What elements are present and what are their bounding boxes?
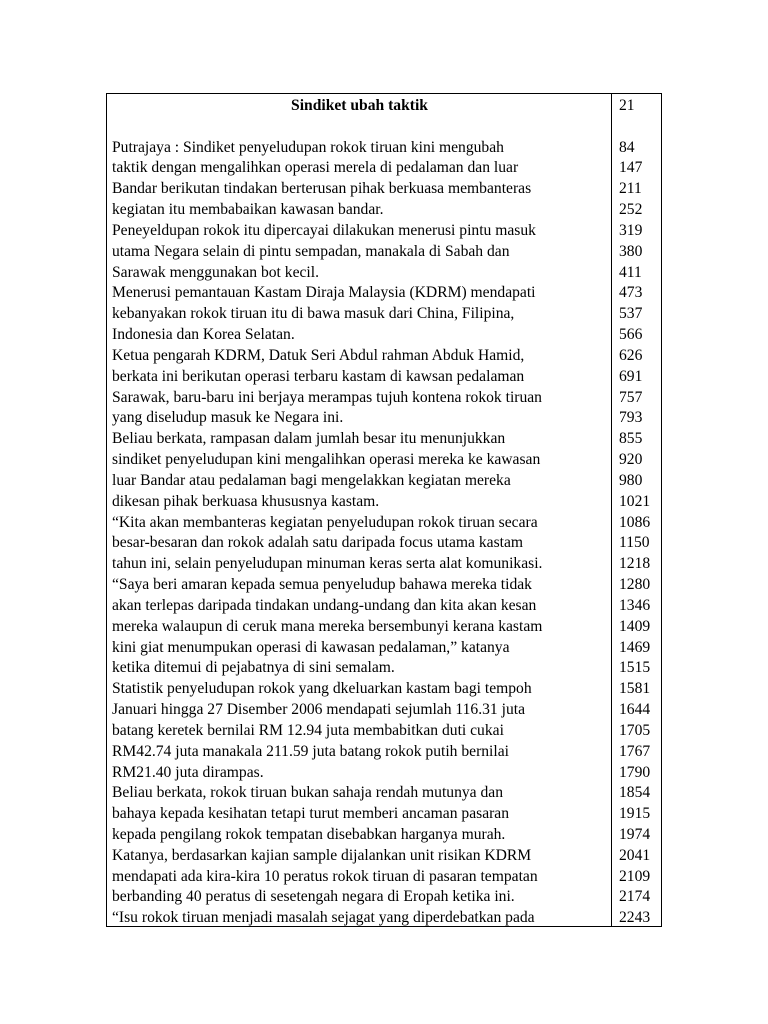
article-line: Sarawak, baru-baru ini berjaya merampas tujuh kontena rokok tiruan [112,388,542,406]
article-line: luar Bandar atau pedalaman bagi mengelakkan kegiatan mereka [112,471,511,489]
line-count-number: 1280 [619,576,651,594]
article-line: Indonesia dan Korea Selatan. [112,326,295,344]
line-count-number: 473 [619,284,643,302]
article-line: Menerusi pemantauan Kastam Diraja Malaysia (KDRM) mendapati [112,284,536,302]
line-count-number: 757 [619,388,643,406]
line-count-number: 1790 [619,763,651,781]
article-line: berkata ini berikutan operasi terbaru kastam di kawsan pedalaman [112,367,525,385]
line-count-number: 380 [619,242,643,260]
article-line: ketika ditemui di pejabatnya di sini semalam. [112,659,395,677]
line-count-number: 1854 [619,784,651,802]
document-table [106,93,662,927]
line-count-number: 537 [619,305,643,323]
character-count-column [612,94,661,926]
line-count-number: 1346 [619,596,651,614]
article-line: “Isu rokok tiruan menjadi masalah sejagat yang diperdebatkan pada [112,909,535,926]
article-line: berbanding 40 peratus di sesetengah negara di Eropah ketika ini. [112,888,515,906]
line-count-number: 1218 [619,555,651,573]
article-line: RM42.74 juta manakala 211.59 juta batang rokok putih bernilai [112,742,509,760]
article-line: besar-besaran dan rokok adalah satu daripada focus utama kastam [112,534,524,552]
line-count-number: 1644 [619,701,651,719]
line-count-number: 1915 [619,805,651,823]
line-count-number: 21 [619,97,635,114]
article-line: RM21.40 juta dirampas. [112,763,264,781]
line-count-number: 1409 [619,617,651,635]
article-line: kegiatan itu membabaikan kawasan bandar. [112,201,384,219]
line-count-number: 1767 [619,742,651,760]
article-line: dikesan pihak berkuasa khususnya kastam. [112,492,380,510]
article-line: kini giat menumpukan operasi di kawasan pedalaman,” katanya [112,638,510,656]
line-count-number: 211 [619,180,642,198]
article-line: utama Negara selain di pintu sempadan, manakala di Sabah dan [112,242,510,260]
article-line: Putrajaya : Sindiket penyeludupan rokok tiruan kini mengubah [112,138,504,156]
line-count-number: 2243 [619,909,651,926]
line-count-number: 411 [619,263,642,281]
article-line: Ketua pengarah KDRM, Datuk Seri Abdul rahman Abduk Hamid, [112,346,525,364]
line-count-number: 319 [619,221,643,239]
article-line: sindiket penyeludupan kini mengalihkan operasi mereka ke kawasan [112,451,541,469]
line-count-number: 84 [619,138,635,156]
line-count-number: 626 [619,346,643,364]
line-count-number: 566 [619,326,643,344]
article-line: batang keretek bernilai RM 12.94 juta membabitkan duti cukai [112,721,504,739]
article-line: mendapati ada kira-kira 10 peratus rokok tiruan di pasaran tempatan [112,867,538,885]
article-text-column [107,94,612,926]
article-line: kepada pengilang rokok tempatan disebabkan harganya murah. [112,825,506,843]
article-line: Bandar berikutan tindakan berterusan pihak berkuasa membanteras [112,180,532,198]
line-count-number: 2174 [619,888,651,906]
article-line: tahun ini, selain penyeludupan minuman keras serta alat komunikasi. [112,555,543,573]
line-count-number: 1469 [619,638,651,656]
article-line: “Kita akan membanteras kegiatan penyeludupan rokok tiruan secara [112,513,538,531]
line-count-number: 1021 [619,492,651,510]
article-line: Januari hingga 27 Disember 2006 mendapati sejumlah 116.31 juta [112,701,525,719]
line-count-number: 980 [619,471,643,489]
article-line: akan terlepas daripada tindakan undang-undang dan kita akan kesan [112,596,537,614]
line-count-number: 855 [619,430,643,448]
article-line: yang diseludup masuk ke Negara ini. [112,409,344,427]
article-line: taktik dengan mengalihkan operasi merela di pedalaman dan luar [112,159,519,177]
article-line: mereka walaupun di ceruk mana mereka bersembunyi kerana kastam [112,617,543,635]
line-count-number: 1581 [619,680,651,698]
article-line: Beliau berkata, rokok tiruan bukan sahaja rendah mutunya dan [112,784,504,802]
line-count-number: 691 [619,367,643,385]
article-line: “Saya beri amaran kepada semua penyeludup bahawa mereka tidak [112,576,532,594]
article-line: Beliau berkata, rampasan dalam jumlah besar itu menunjukkan [112,430,506,448]
article-line: kebanyakan rokok tiruan itu di bawa masuk dari China, Filipina, [112,305,515,323]
article-line [112,117,607,138]
line-count-number [619,117,661,138]
line-count-number: 1515 [619,659,651,677]
line-count-number: 1705 [619,721,651,739]
article-line: Katanya, berdasarkan kajian sample dijalankan unit risikan KDRM [112,846,532,864]
line-count-number: 2109 [619,867,651,885]
line-count-number: 2041 [619,846,651,864]
article-line: bahaya kepada kesihatan tetapi turut memberi ancaman pasaran [112,805,510,823]
article-line: Peneyeldupan rokok itu dipercayai dilakukan menerusi pintu masuk [112,221,536,239]
line-count-number: 147 [619,159,643,177]
line-count-number: 1150 [619,534,650,552]
line-count-number: 920 [619,451,643,469]
article-line: Sarawak menggunakan bot kecil. [112,263,319,281]
line-count-number: 1974 [619,825,651,843]
article-line: Statistik penyeludupan rokok yang dkeluarkan kastam bagi tempoh [112,680,532,698]
line-count-number: 252 [619,201,643,219]
article-title: Sindiket ubah taktik [291,97,428,114]
line-count-number: 1086 [619,513,651,531]
line-count-number: 793 [619,409,643,427]
